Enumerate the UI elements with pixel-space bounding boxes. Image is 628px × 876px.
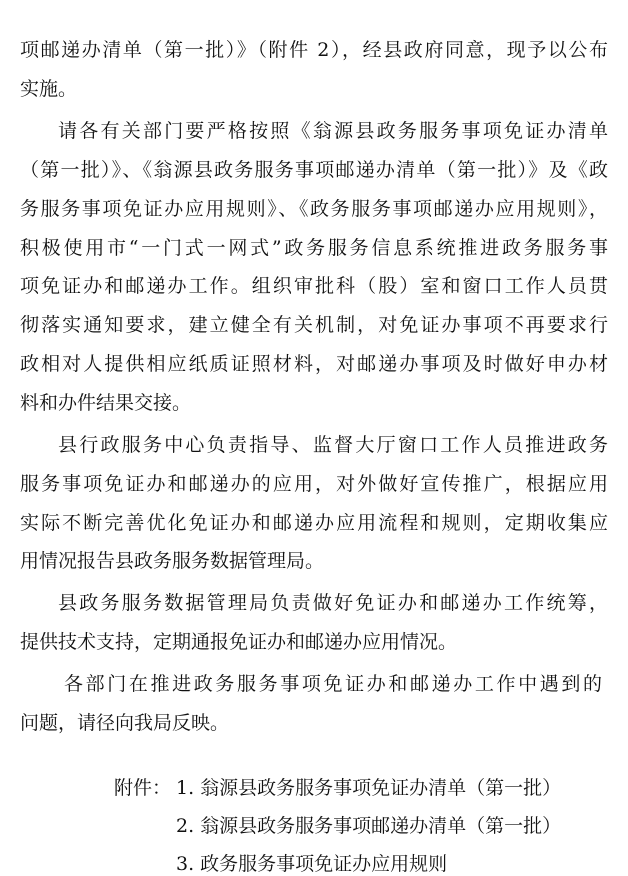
text-line: 服务事项免证办和邮递办的应用，对外做好宣传推广，根据应用 [20,473,608,495]
text-line: 提供技术支持，定期通报免证办和邮递办应用情况。 [20,631,458,653]
text-line: 项邮递办清单（第一批）》（附件 2），经县政府同意，现予以公布 [20,39,608,61]
attachment-item: 2. 翁源县政务服务事项邮递办清单（第一批） [176,815,562,837]
text-line: 用情况报告县政务服务数据管理局。 [20,550,325,572]
text-line: 问题，请径向我局反映。 [20,712,230,734]
text-line: 料和办件结果交接。 [20,392,192,414]
text-line: 务服务事项免证办应用规则》、《政务服务事项邮递办应用规则》， [20,198,608,220]
attachment-item: 3. 政务服务事项免证办应用规则 [176,853,448,875]
text-line: 政相对人提供相应纸质证照材料，对邮递办事项及时做好申办材 [20,353,608,375]
text-line: 各部门在推进政务服务事项免证办和邮递办工作中遇到的 [64,673,602,695]
text-line: 县政务服务数据管理局负责做好免证办和邮递办工作统筹， [58,592,608,614]
text-line: 实际不断完善优化免证办和邮递办应用流程和规则，定期收集应 [20,512,608,534]
text-line: 实施。 [20,78,78,100]
text-line: 县行政服务中心负责指导、监督大厅窗口工作人员推进政务 [58,434,608,456]
text-line: 请各有关部门要严格按照《翁源县政务服务事项免证办清单 [58,120,608,142]
text-line: 彻落实通知要求，建立健全有关机制，对免证办事项不再要求行 [20,314,608,336]
attachments-label: 附件： [114,777,172,799]
text-line: 积极使用市“一门式一网式”政务服务信息系统推进政务服务事 [20,237,608,259]
text-line: 项免证办和邮递办工作。组织审批科（股）室和窗口工作人员贯 [20,275,608,297]
text-line: （第一批）》、《翁源县政务服务事项邮递办清单（第一批）》及《政 [20,159,608,181]
attachment-item: 1. 翁源县政务服务事项免证办清单（第一批） [176,777,562,799]
